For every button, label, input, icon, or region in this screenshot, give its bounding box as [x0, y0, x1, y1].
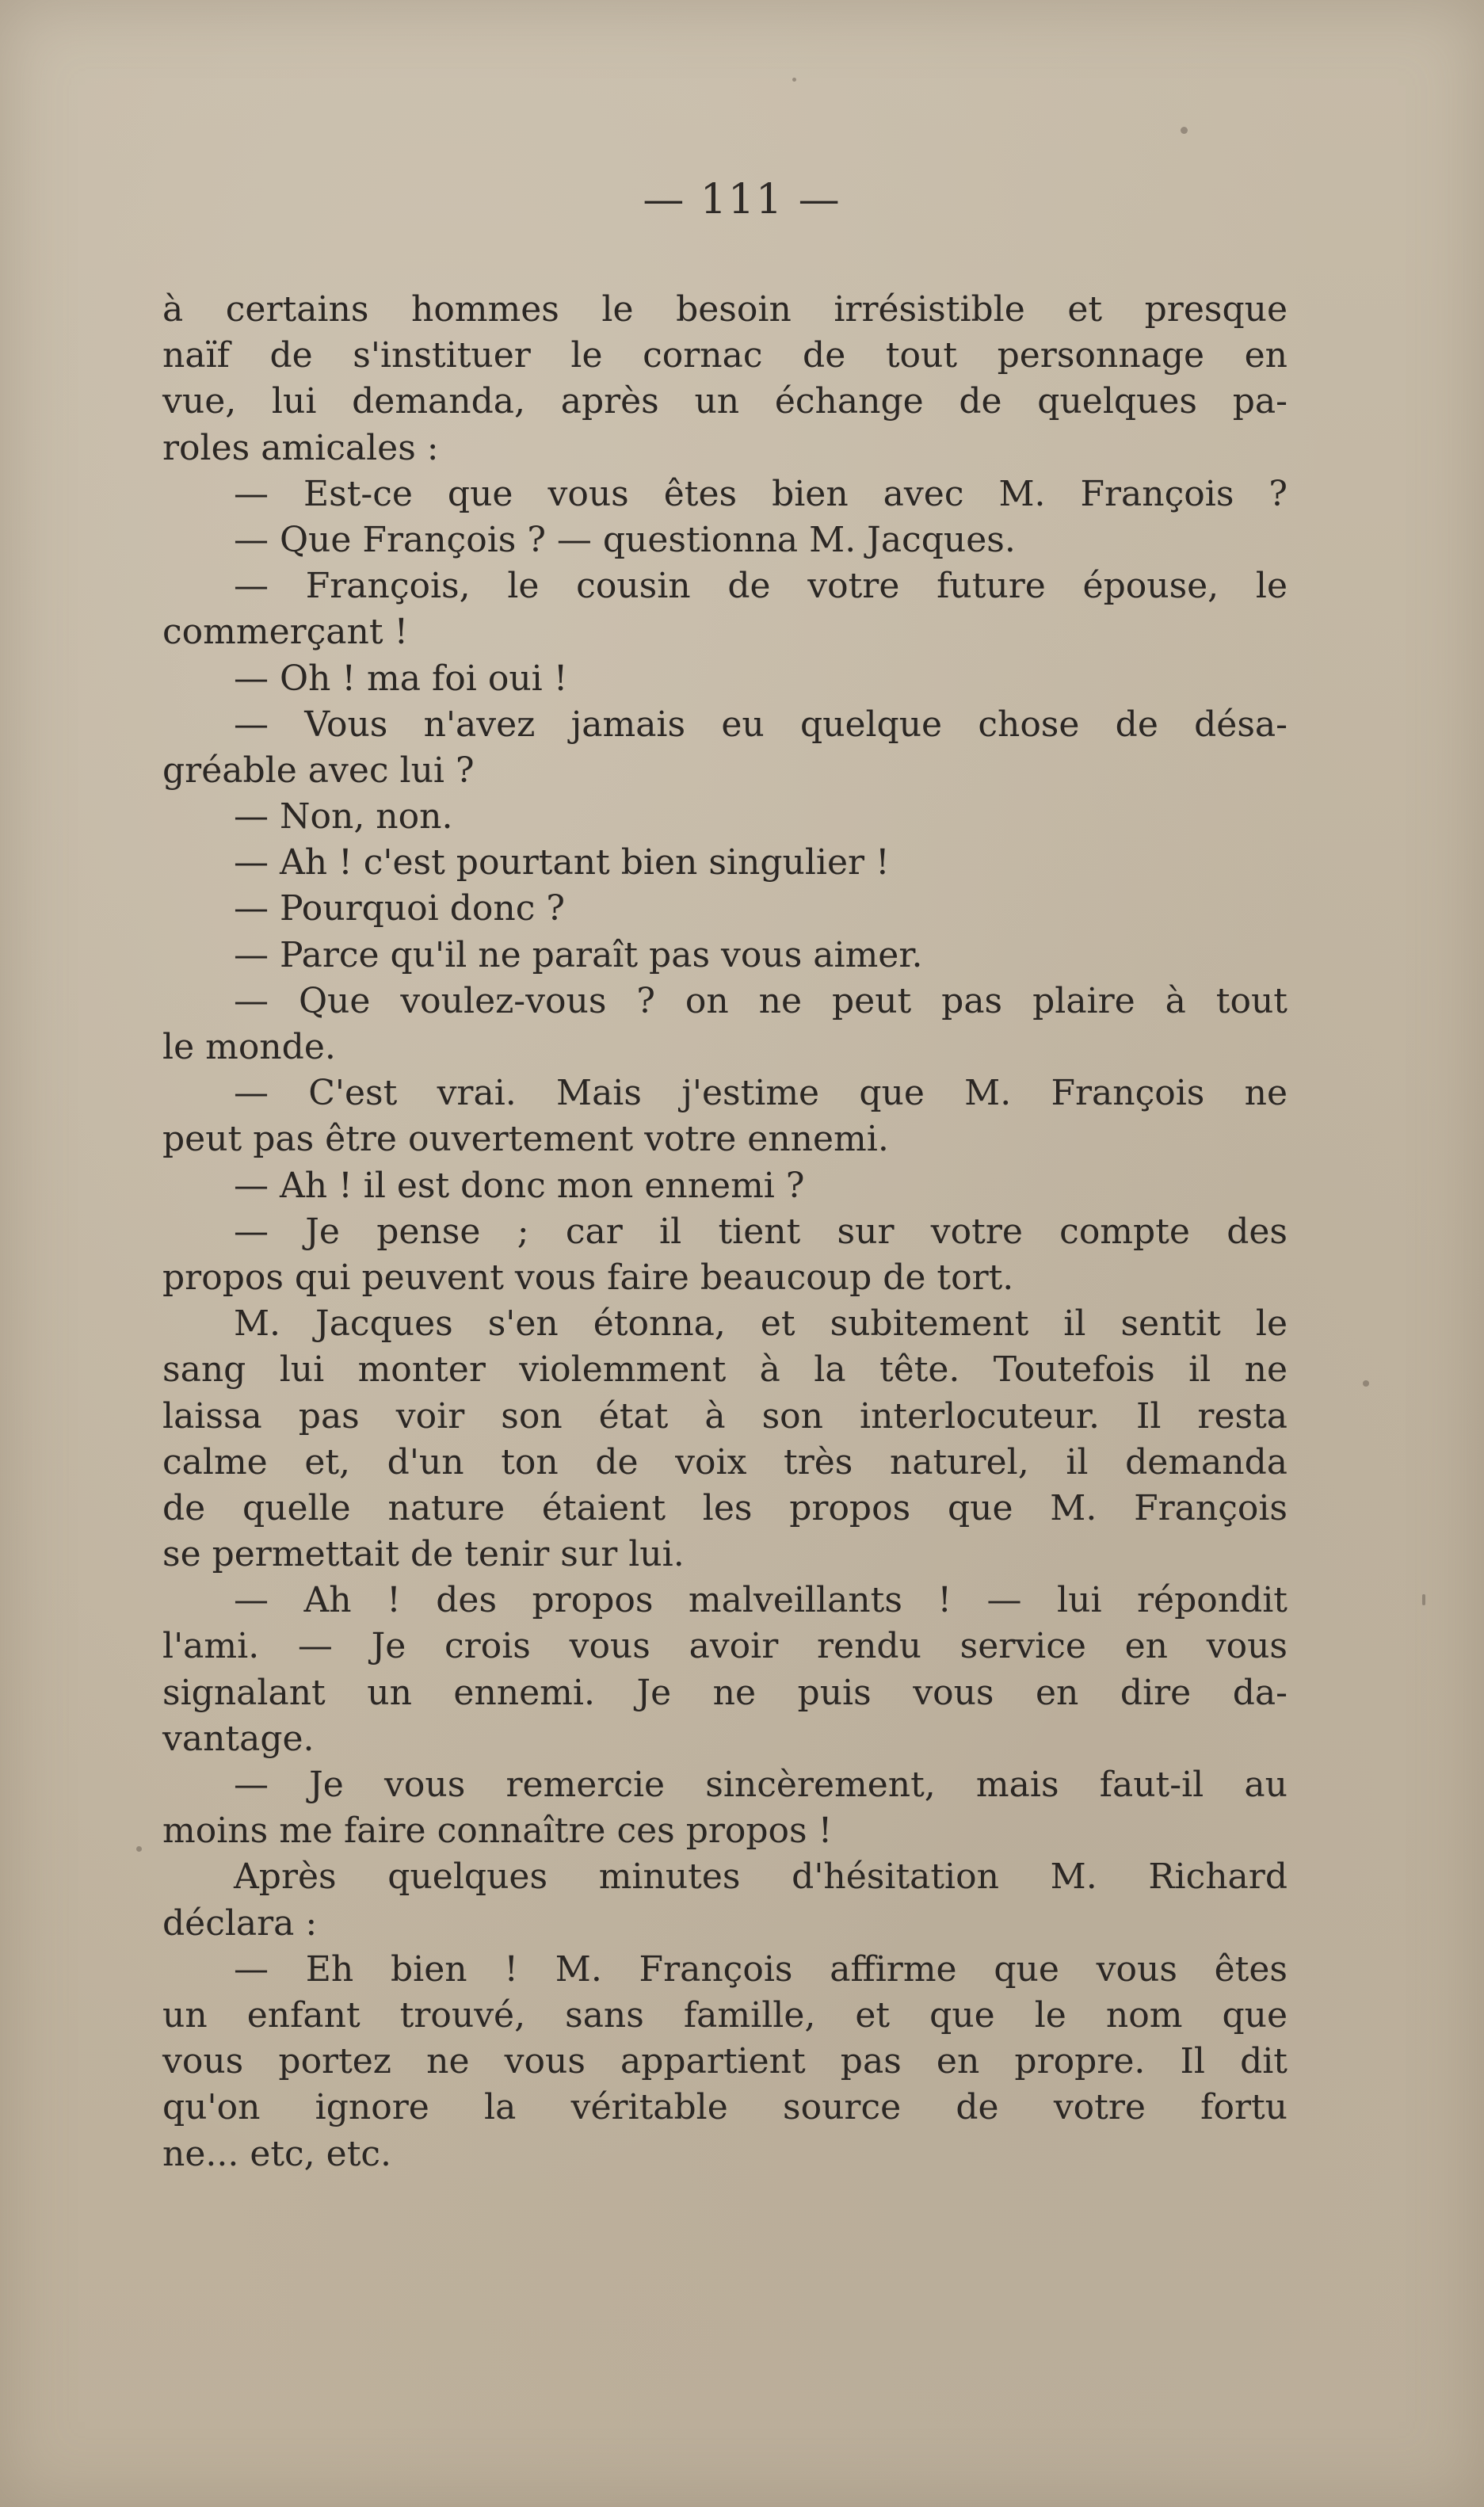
text-line: vue, lui demanda, après un échange de quelques pa-: [162, 381, 1288, 422]
paper-speck: [1422, 1594, 1425, 1605]
page-number: — 111 —: [643, 176, 841, 223]
text-line: commerçant !: [162, 612, 409, 653]
text-line: — Non, non.: [234, 796, 453, 838]
text-line: — C'est vrai. Mais j'estime que M. François ne: [234, 1073, 1288, 1114]
text-line: vantage.: [162, 1718, 315, 1759]
text-line: propos qui peuvent vous faire beaucoup de tort.: [162, 1257, 1014, 1298]
text-line: — Ah ! des propos malveillants ! — lui répondit: [234, 1580, 1288, 1621]
text-line: le monde.: [162, 1027, 336, 1067]
paper-speck: [1363, 1380, 1369, 1387]
paper-speck: [136, 1846, 142, 1852]
text-line: — Vous n'avez jamais eu quelque chose de désa-: [234, 704, 1288, 745]
text-line: roles amicales :: [162, 427, 439, 468]
paper-speck: [792, 78, 796, 82]
text-line: — Que voulez-vous ? on ne peut pas plaire à tout: [234, 980, 1288, 1021]
text-line: moins me faire connaître ces propos !: [162, 1811, 833, 1852]
text-line: — Parce qu'il ne paraît pas vous aimer.: [234, 934, 923, 975]
text-line: — Oh ! ma foi oui !: [234, 658, 568, 699]
text-line: — Pourquoi donc ?: [234, 888, 565, 929]
text-line: se permettait de tenir sur lui.: [162, 1534, 685, 1575]
text-line: l'ami. — Je crois vous avoir rendu service en vous: [162, 1626, 1288, 1667]
text-line: — Je pense ; car il tient sur votre compte des: [234, 1211, 1288, 1252]
paper-speck: [1181, 127, 1188, 134]
text-line: laissa pas voir son état à son interlocuteur. Il resta: [162, 1395, 1288, 1437]
text-line: ne... etc, etc.: [162, 2133, 392, 2174]
text-line: déclara :: [162, 1902, 318, 1944]
text-line: — Eh bien ! M. François affirme que vous êtes: [234, 1948, 1288, 1990]
text-line: — Ah ! c'est pourtant bien singulier !: [234, 842, 890, 883]
text-line: peut pas être ouvertement votre ennemi.: [162, 1119, 889, 1160]
text-line: de quelle nature étaient les propos que M. François: [162, 1487, 1288, 1528]
text-line: vous portez ne vous appartient pas en propre. Il dit: [162, 2041, 1288, 2082]
text-line: naïf de s'instituer le cornac de tout personnage en: [162, 335, 1288, 376]
text-line: sang lui monter violemment à la tête. Toutefois il ne: [162, 1349, 1288, 1391]
text-line: — Je vous remercie sincèrement, mais faut-il au: [234, 1765, 1288, 1805]
text-line: calme et, d'un ton de voix très naturel, il demanda: [162, 1441, 1288, 1482]
text-line: à certains hommes le besoin irrésistible et presque: [162, 289, 1288, 330]
text-line: — Ah ! il est donc mon ennemi ?: [234, 1165, 805, 1206]
text-line: signalant un ennemi. Je ne puis vous en dire da-: [162, 1672, 1288, 1713]
page-text: [162, 287, 1288, 2177]
text-line: M. Jacques s'en étonna, et subitement il sentit le: [234, 1303, 1288, 1345]
text-line: Après quelques minutes d'hésitation M. Richard: [234, 1856, 1288, 1898]
text-line: qu'on ignore la véritable source de votre fortu: [162, 2087, 1288, 2128]
text-line: — François, le cousin de votre future épouse, le: [234, 566, 1288, 607]
text-line: un enfant trouvé, sans famille, et que le nom que: [162, 1994, 1288, 2036]
text-line: — Est-ce que vous êtes bien avec M. François ?: [234, 473, 1288, 514]
text-line: — Que François ? — questionna M. Jacques.: [234, 519, 1016, 560]
text-line: gréable avec lui ?: [162, 750, 475, 791]
